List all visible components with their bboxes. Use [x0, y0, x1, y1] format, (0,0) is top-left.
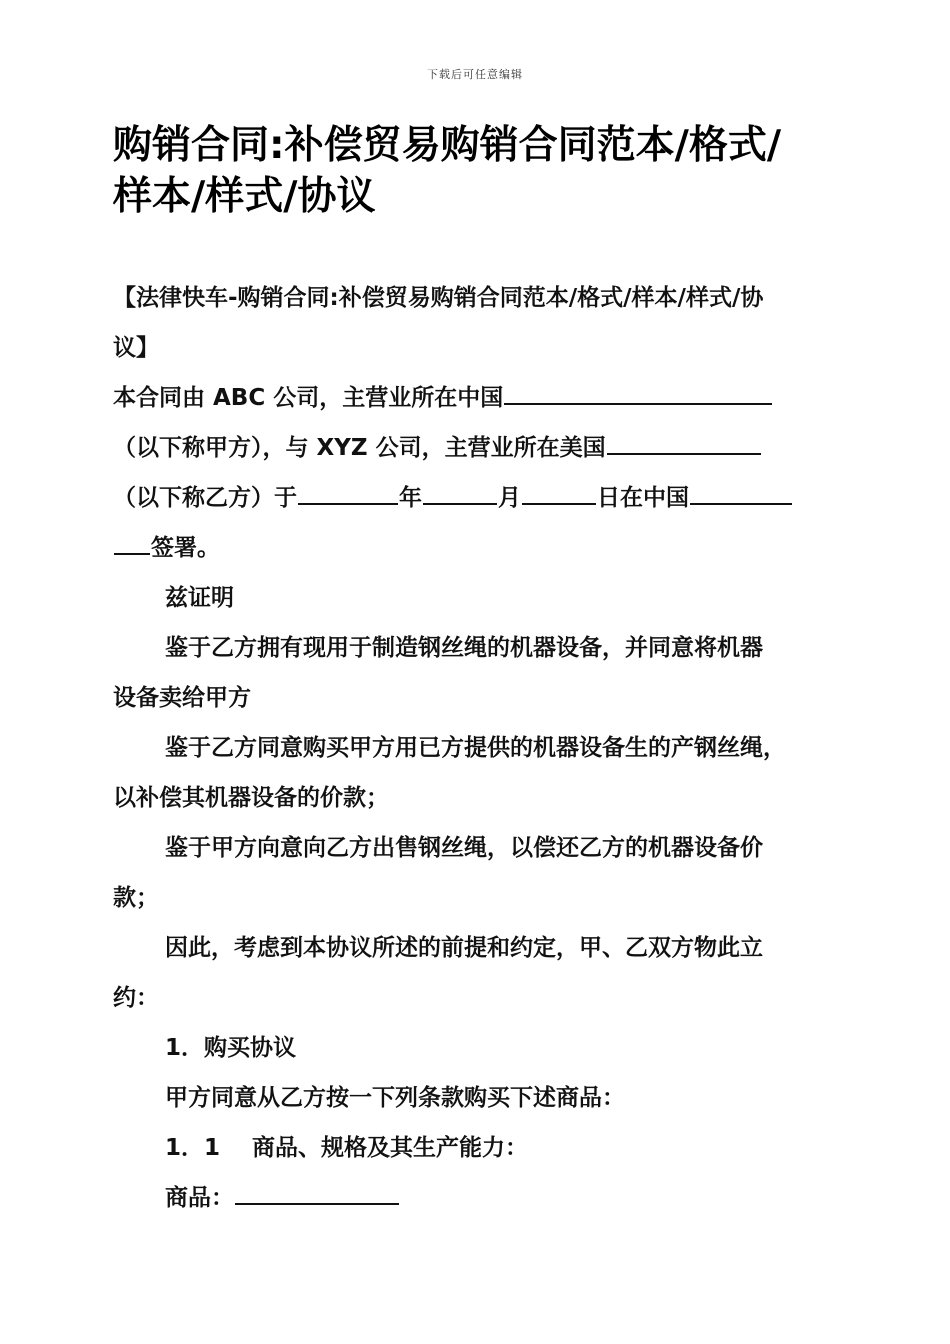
month-label: 月	[498, 485, 521, 511]
recital-3-line-1: 鉴于甲方向意向乙方出售钢丝绳，以偿还乙方的机器设备价	[165, 835, 763, 861]
section-1-1-heading	[113, 1123, 843, 1173]
section-1-1-number: 1．1	[165, 1135, 221, 1161]
document-body	[113, 273, 843, 1223]
day-place-label: 日在中国	[597, 485, 689, 511]
goods-blank[interactable]	[235, 1181, 399, 1205]
recital-4	[113, 923, 843, 1023]
source-tag-line-1: 【法律快车-购销合同:补偿贸易购销合同范本/格式/样本/样式/协	[113, 285, 764, 311]
witness-line: 兹证明	[165, 585, 234, 611]
party-b-address-blank[interactable]	[607, 431, 761, 455]
party-b-alias-text: （以下称乙方）于	[113, 485, 297, 511]
recital-4-line-2: 约：	[113, 985, 159, 1011]
parties-line-4	[113, 523, 843, 573]
signing-place-blank[interactable]	[690, 481, 792, 505]
source-tag	[113, 273, 843, 373]
title-line-1: 购销合同:补偿贸易购销合同范本/格式/	[113, 123, 782, 168]
recital-1-line-2: 设备卖给甲方	[113, 685, 251, 711]
parties-paragraph	[113, 373, 843, 573]
recital-3	[113, 823, 843, 923]
document-title	[113, 120, 843, 222]
recital-4-line-1: 因此，考虑到本协议所述的前提和约定，甲、乙双方物此立	[165, 935, 763, 961]
parties-line-2	[113, 423, 843, 473]
recital-1	[113, 623, 843, 723]
parties-line-3	[113, 473, 843, 523]
recital-1-line-1: 鉴于乙方拥有现用于制造钢丝绳的机器设备，并同意将机器	[165, 635, 763, 661]
page-header-note: 下载后可任意编辑	[427, 68, 523, 81]
recital-3-line-2: 款；	[113, 885, 159, 911]
recital-2	[113, 723, 843, 823]
day-blank[interactable]	[522, 481, 596, 505]
section-1-1-title: 商品、规格及其生产能力：	[252, 1135, 529, 1161]
goods-line	[113, 1173, 843, 1223]
year-blank[interactable]	[298, 481, 398, 505]
party-a-address-blank[interactable]	[504, 381, 772, 405]
source-tag-line-2: 议】	[113, 335, 159, 361]
title-line-2: 样本/样式/协议	[113, 174, 376, 219]
recital-2-line-2: 以补偿其机器设备的价款；	[113, 785, 389, 811]
section-1-heading: 1．购买协议	[165, 1035, 297, 1061]
party-a-text: 本合同由 ABC 公司，主营业所在中国	[113, 385, 504, 411]
goods-label: 商品：	[165, 1185, 234, 1211]
year-label: 年	[399, 485, 422, 511]
signing-place-blank-cont[interactable]	[114, 531, 150, 555]
recital-2-line-1: 鉴于乙方同意购买甲方用已方提供的机器设备生的产钢丝绳，	[165, 735, 786, 761]
party-b-text: （以下称甲方），与 XYZ 公司，主营业所在美国	[113, 435, 606, 461]
section-1-text: 甲方同意从乙方按一下列条款购买下述商品：	[165, 1085, 625, 1111]
signed-text: 签署。	[151, 535, 220, 561]
month-blank[interactable]	[423, 481, 497, 505]
parties-line-1	[113, 373, 843, 423]
